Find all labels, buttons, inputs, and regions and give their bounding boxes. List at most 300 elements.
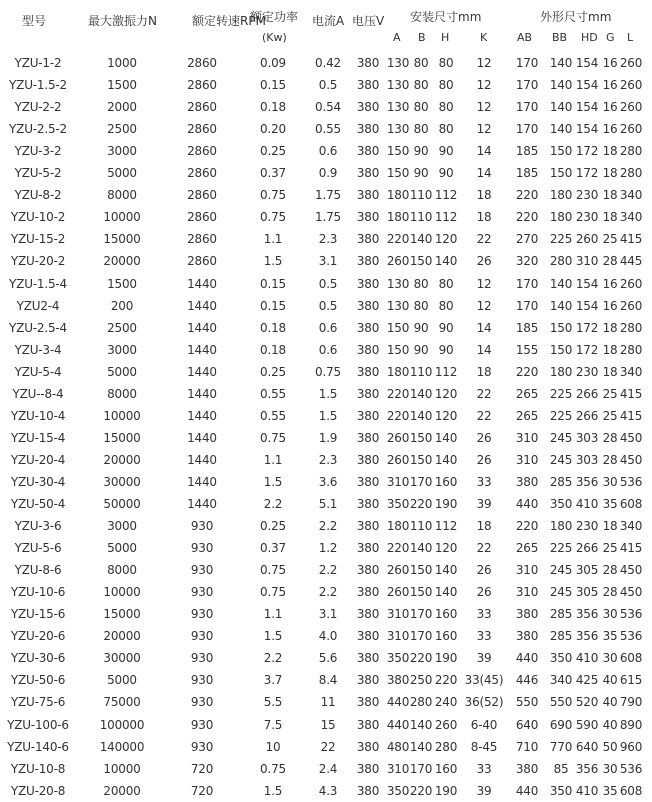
cell-L: 260 [619, 56, 643, 70]
cell-A: 130 [386, 78, 410, 93]
cell-force: 20000 [103, 629, 141, 644]
cell-H: 112 [434, 210, 458, 225]
cell-K: 14 [476, 320, 492, 335]
cell-B: 140 [409, 386, 433, 401]
cell-K: 18 [476, 210, 492, 225]
cell-G: 25 [602, 408, 618, 423]
cell-A: 480 [386, 739, 410, 754]
table-row [0, 74, 652, 96]
cell-speed: 2860 [187, 78, 217, 93]
cell-power: 0.15 [260, 298, 286, 313]
cell-H: 190 [434, 651, 458, 666]
cell-voltage: 380 [356, 298, 380, 313]
cell-current: 0.6 [318, 144, 338, 159]
cell-G: 35 [602, 783, 618, 798]
cell-H: 140 [434, 254, 458, 269]
cell-G: 16 [602, 276, 618, 291]
cell-H: 90 [438, 320, 454, 335]
cell-voltage: 380 [356, 739, 380, 754]
cell-AB: 185 [515, 144, 539, 159]
cell-model: YZU-50-6 [10, 673, 66, 688]
cell-voltage: 380 [356, 56, 380, 70]
cell-voltage: 380 [356, 673, 380, 688]
cell-force: 20000 [103, 783, 141, 798]
cell-AB: 265 [515, 386, 539, 401]
cell-HD: 310 [575, 254, 599, 269]
cell-G: 25 [602, 232, 618, 247]
cell-L: 280 [619, 342, 643, 357]
cell-power: 0.18 [260, 320, 286, 335]
cell-model: YZU2-4 [16, 298, 60, 313]
cell-current: 0.5 [318, 78, 338, 93]
cell-H: 80 [438, 100, 454, 115]
cell-power: 7.5 [263, 717, 283, 732]
table-row [0, 736, 652, 758]
cell-H: 80 [438, 298, 454, 313]
cell-voltage: 380 [356, 717, 380, 732]
cell-B: 80 [413, 56, 429, 70]
cell-speed: 2860 [187, 122, 217, 137]
cell-AB: 440 [515, 783, 539, 798]
cell-power: 2.2 [263, 497, 283, 511]
cell-force: 2500 [107, 122, 137, 137]
cell-L: 608 [619, 651, 643, 666]
cell-G: 16 [602, 56, 618, 70]
cell-force: 1500 [107, 276, 137, 291]
cell-G: 35 [602, 497, 618, 511]
cell-speed: 1440 [187, 276, 217, 291]
cell-current: 4.0 [318, 629, 338, 644]
cell-speed: 930 [190, 563, 214, 578]
cell-A: 260 [386, 452, 410, 467]
cell-current: 8.4 [318, 673, 338, 688]
cell-current: 0.55 [315, 122, 341, 137]
cell-power: 10 [265, 739, 281, 754]
header-G: G [606, 31, 615, 44]
cell-force: 5000 [107, 166, 137, 181]
cell-L: 790 [619, 695, 643, 710]
cell-B: 170 [409, 761, 433, 776]
cell-power: 0.75 [260, 761, 286, 776]
table-row [0, 449, 652, 471]
cell-HD: 305 [575, 563, 599, 578]
cell-model: YZU-1-2 [14, 56, 62, 70]
cell-G: 18 [602, 342, 618, 357]
cell-force: 3000 [107, 342, 137, 357]
cell-L: 415 [619, 232, 643, 247]
table-row [0, 339, 652, 361]
cell-L: 608 [619, 783, 643, 798]
cell-B: 150 [409, 585, 433, 600]
cell-HD: 410 [575, 651, 599, 666]
cell-force: 140000 [99, 739, 145, 754]
cell-current: 3.1 [318, 607, 338, 622]
cell-H: 90 [438, 144, 454, 159]
cell-current: 22 [320, 739, 336, 754]
cell-K: 33 [476, 761, 492, 776]
table-row [0, 140, 652, 162]
cell-power: 5.5 [263, 695, 283, 710]
cell-voltage: 380 [356, 166, 380, 181]
cell-G: 16 [602, 122, 618, 137]
cell-AB: 710 [515, 739, 539, 754]
cell-force: 8000 [107, 386, 137, 401]
cell-model: YZU-2-2 [14, 100, 62, 115]
cell-K: 14 [476, 144, 492, 159]
cell-force: 15000 [103, 430, 141, 445]
cell-voltage: 380 [356, 144, 380, 159]
cell-K: 26 [476, 452, 492, 467]
cell-speed: 1440 [187, 298, 217, 313]
cell-voltage: 380 [356, 474, 380, 489]
cell-B: 90 [413, 166, 429, 181]
cell-B: 90 [413, 320, 429, 335]
cell-HD: 303 [575, 452, 599, 467]
header-K: K [480, 31, 488, 44]
cell-power: 1.5 [263, 629, 283, 644]
cell-A: 150 [386, 166, 410, 181]
cell-HD: 266 [575, 408, 599, 423]
cell-L: 536 [619, 474, 643, 489]
cell-B: 90 [413, 144, 429, 159]
cell-AB: 380 [515, 607, 539, 622]
cell-speed: 1440 [187, 386, 217, 401]
header-AB: AB [517, 31, 533, 44]
cell-B: 280 [409, 695, 433, 710]
cell-power: 0.18 [260, 100, 286, 115]
cell-K: 6-40 [470, 717, 498, 732]
table-row [0, 162, 652, 184]
cell-force: 200 [110, 298, 134, 313]
cell-current: 0.54 [315, 100, 341, 115]
table-row [0, 714, 652, 736]
cell-G: 28 [602, 254, 618, 269]
cell-HD: 154 [575, 78, 599, 93]
cell-K: 12 [476, 100, 492, 115]
cell-model: YZU-50-4 [10, 497, 66, 511]
cell-BB: 140 [549, 276, 573, 291]
cell-voltage: 380 [356, 386, 380, 401]
cell-HD: 590 [575, 717, 599, 732]
cell-speed: 1440 [187, 474, 217, 489]
cell-BB: 350 [549, 497, 573, 511]
cell-B: 110 [409, 210, 433, 225]
cell-G: 28 [602, 430, 618, 445]
cell-voltage: 380 [356, 585, 380, 600]
cell-K: 22 [476, 408, 492, 423]
cell-B: 110 [409, 188, 433, 203]
table-row [0, 537, 652, 559]
cell-force: 30000 [103, 651, 141, 666]
cell-AB: 170 [515, 100, 539, 115]
cell-speed: 930 [190, 717, 214, 732]
cell-B: 150 [409, 563, 433, 578]
cell-L: 280 [619, 320, 643, 335]
cell-voltage: 380 [356, 607, 380, 622]
cell-model: YZU-75-6 [10, 695, 66, 710]
cell-B: 150 [409, 254, 433, 269]
cell-BB: 85 [553, 761, 569, 776]
cell-H: 140 [434, 430, 458, 445]
cell-A: 150 [386, 144, 410, 159]
table-row [0, 780, 652, 802]
cell-K: 36(52) [464, 695, 504, 710]
cell-H: 90 [438, 166, 454, 181]
cell-force: 20000 [103, 452, 141, 467]
cell-force: 3000 [107, 519, 137, 534]
header-B: B [418, 31, 426, 44]
cell-speed: 1440 [187, 342, 217, 357]
cell-A: 220 [386, 386, 410, 401]
cell-force: 3000 [107, 144, 137, 159]
cell-model: YZU-5-6 [14, 541, 62, 556]
header-model: 型号 [22, 14, 47, 28]
cell-G: 18 [602, 188, 618, 203]
cell-model: YZU-10-8 [10, 761, 66, 776]
cell-current: 0.42 [315, 56, 341, 70]
cell-HD: 154 [575, 100, 599, 115]
cell-H: 80 [438, 78, 454, 93]
cell-BB: 225 [549, 541, 573, 556]
cell-A: 260 [386, 585, 410, 600]
cell-K: 26 [476, 585, 492, 600]
cell-K: 14 [476, 166, 492, 181]
cell-current: 1.75 [315, 188, 341, 203]
cell-force: 20000 [103, 254, 141, 269]
cell-G: 30 [602, 607, 618, 622]
table-row [0, 471, 652, 493]
cell-HD: 266 [575, 541, 599, 556]
cell-voltage: 380 [356, 100, 380, 115]
cell-K: 39 [476, 497, 492, 511]
header-A: A [393, 31, 401, 44]
cell-AB: 440 [515, 651, 539, 666]
cell-voltage: 380 [356, 783, 380, 798]
cell-force: 15000 [103, 232, 141, 247]
cell-HD: 230 [575, 210, 599, 225]
header-force: 最大激振力N [88, 14, 157, 28]
cell-K: 26 [476, 563, 492, 578]
cell-voltage: 380 [356, 232, 380, 247]
cell-model: YZU-8-6 [14, 563, 62, 578]
cell-power: 0.20 [260, 122, 286, 137]
cell-AB: 220 [515, 519, 539, 534]
cell-L: 260 [619, 100, 643, 115]
cell-K: 12 [476, 298, 492, 313]
table-row [0, 647, 652, 669]
cell-HD: 425 [575, 673, 599, 688]
cell-HD: 172 [575, 342, 599, 357]
cell-HD: 172 [575, 166, 599, 181]
cell-L: 615 [619, 673, 643, 688]
cell-H: 260 [434, 717, 458, 732]
cell-G: 18 [602, 320, 618, 335]
cell-voltage: 380 [356, 430, 380, 445]
cell-current: 2.3 [318, 232, 338, 247]
cell-AB: 220 [515, 210, 539, 225]
table-row [0, 184, 652, 206]
cell-L: 415 [619, 408, 643, 423]
cell-power: 0.18 [260, 342, 286, 357]
cell-A: 220 [386, 408, 410, 423]
cell-model: YZU-3-2 [14, 144, 62, 159]
cell-A: 310 [386, 761, 410, 776]
cell-A: 130 [386, 56, 410, 70]
cell-force: 5000 [107, 364, 137, 379]
cell-speed: 2860 [187, 210, 217, 225]
cell-G: 28 [602, 585, 618, 600]
cell-AB: 185 [515, 166, 539, 181]
cell-L: 450 [619, 585, 643, 600]
cell-AB: 380 [515, 629, 539, 644]
table-row [0, 691, 652, 713]
cell-L: 536 [619, 761, 643, 776]
cell-B: 80 [413, 276, 429, 291]
cell-power: 0.25 [260, 519, 286, 534]
cell-K: 33 [476, 629, 492, 644]
cell-power: 0.37 [260, 541, 286, 556]
cell-H: 140 [434, 585, 458, 600]
cell-G: 25 [602, 386, 618, 401]
cell-current: 5.6 [318, 651, 338, 666]
cell-current: 0.6 [318, 320, 338, 335]
cell-BB: 140 [549, 78, 573, 93]
cell-H: 80 [438, 276, 454, 291]
cell-AB: 265 [515, 541, 539, 556]
cell-A: 220 [386, 232, 410, 247]
cell-current: 1.5 [318, 386, 338, 401]
header-HD: HD [581, 31, 598, 44]
cell-speed: 2860 [187, 144, 217, 159]
table-row [0, 515, 652, 537]
header-speed: 额定转速RPM [192, 14, 266, 28]
cell-HD: 230 [575, 188, 599, 203]
cell-K: 39 [476, 783, 492, 798]
cell-H: 80 [438, 56, 454, 70]
cell-A: 150 [386, 320, 410, 335]
cell-L: 536 [619, 629, 643, 644]
cell-current: 2.2 [318, 563, 338, 578]
cell-force: 5000 [107, 673, 137, 688]
cell-voltage: 380 [356, 188, 380, 203]
cell-A: 350 [386, 783, 410, 798]
cell-current: 2.2 [318, 585, 338, 600]
cell-G: 30 [602, 651, 618, 666]
cell-speed: 2860 [187, 100, 217, 115]
cell-power: 0.15 [260, 78, 286, 93]
cell-H: 112 [434, 188, 458, 203]
cell-speed: 930 [190, 695, 214, 710]
cell-L: 260 [619, 122, 643, 137]
header-H: H [441, 31, 450, 44]
cell-B: 250 [409, 673, 433, 688]
cell-current: 1.5 [318, 408, 338, 423]
cell-AB: 220 [515, 188, 539, 203]
cell-K: 12 [476, 78, 492, 93]
cell-speed: 930 [190, 673, 214, 688]
cell-B: 140 [409, 739, 433, 754]
cell-model: YZU-20-8 [10, 783, 66, 798]
cell-force: 8000 [107, 563, 137, 578]
cell-current: 1.75 [315, 210, 341, 225]
table-row [0, 625, 652, 647]
cell-H: 120 [434, 541, 458, 556]
cell-H: 120 [434, 232, 458, 247]
table-row [0, 317, 652, 339]
cell-speed: 930 [190, 519, 214, 534]
cell-A: 130 [386, 298, 410, 313]
cell-A: 310 [386, 474, 410, 489]
cell-power: 1.1 [263, 232, 283, 247]
table-row [0, 581, 652, 603]
cell-speed: 930 [190, 585, 214, 600]
cell-BB: 245 [549, 585, 573, 600]
cell-voltage: 380 [356, 342, 380, 357]
cell-A: 380 [386, 673, 410, 688]
cell-force: 10000 [103, 585, 141, 600]
cell-AB: 550 [515, 695, 539, 710]
cell-HD: 172 [575, 320, 599, 335]
cell-G: 30 [602, 761, 618, 776]
cell-L: 890 [619, 717, 643, 732]
cell-H: 190 [434, 497, 458, 511]
cell-speed: 930 [190, 607, 214, 622]
cell-model: YZU-3-6 [14, 519, 62, 534]
cell-AB: 310 [515, 452, 539, 467]
cell-voltage: 380 [356, 254, 380, 269]
cell-H: 160 [434, 607, 458, 622]
cell-L: 340 [619, 188, 643, 203]
cell-current: 3.6 [318, 474, 338, 489]
cell-voltage: 380 [356, 761, 380, 776]
cell-current: 2.2 [318, 519, 338, 534]
cell-HD: 154 [575, 56, 599, 70]
cell-L: 260 [619, 78, 643, 93]
table-row [0, 206, 652, 228]
cell-voltage: 380 [356, 541, 380, 556]
cell-speed: 2860 [187, 254, 217, 269]
cell-power: 0.75 [260, 188, 286, 203]
cell-AB: 270 [515, 232, 539, 247]
cell-K: 12 [476, 276, 492, 291]
cell-B: 170 [409, 629, 433, 644]
cell-voltage: 380 [356, 651, 380, 666]
cell-current: 0.5 [318, 298, 338, 313]
cell-force: 30000 [103, 474, 141, 489]
cell-AB: 446 [515, 673, 539, 688]
table-row [0, 758, 652, 780]
cell-B: 140 [409, 717, 433, 732]
cell-B: 90 [413, 342, 429, 357]
header-power: 额定功率 [250, 10, 299, 24]
cell-BB: 285 [549, 607, 573, 622]
cell-force: 100000 [99, 717, 145, 732]
cell-HD: 154 [575, 298, 599, 313]
cell-HD: 520 [575, 695, 599, 710]
cell-A: 130 [386, 100, 410, 115]
cell-current: 11 [320, 695, 336, 710]
cell-speed: 1440 [187, 320, 217, 335]
cell-BB: 280 [549, 254, 573, 269]
cell-model: YZU-20-6 [10, 629, 66, 644]
cell-force: 75000 [103, 695, 141, 710]
cell-A: 350 [386, 497, 410, 511]
cell-power: 3.7 [263, 673, 283, 688]
cell-power: 0.75 [260, 430, 286, 445]
cell-current: 4.3 [318, 783, 338, 798]
cell-BB: 180 [549, 210, 573, 225]
cell-model: YZU-5-2 [14, 166, 62, 181]
